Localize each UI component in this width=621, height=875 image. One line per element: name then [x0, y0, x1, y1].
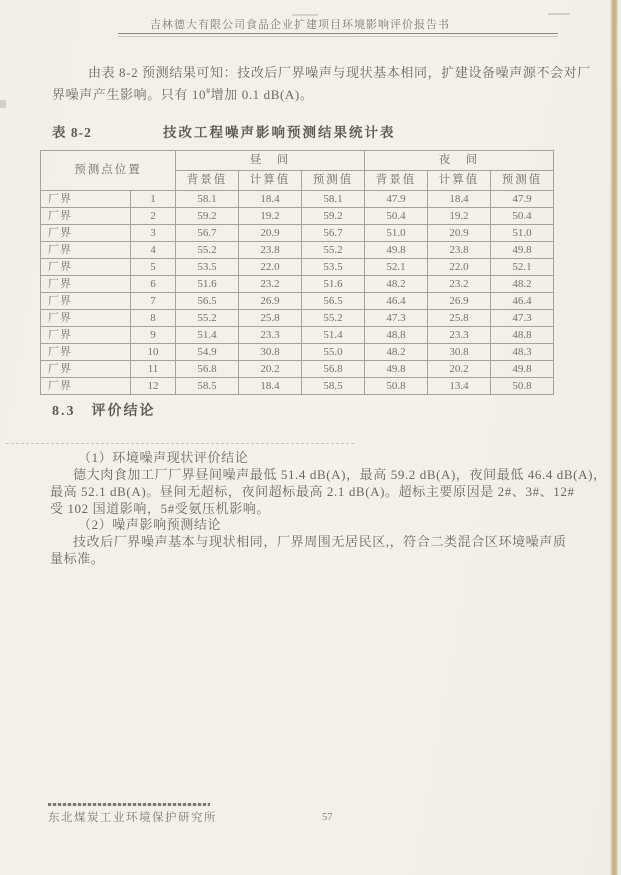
cell-night-calculated: 23.8: [428, 242, 491, 259]
table-row: [41, 327, 554, 344]
table-row: [41, 259, 554, 276]
cell-night-background: 50.8: [365, 378, 428, 395]
cell-point-number: 3: [131, 225, 176, 242]
cell-night-predicted: 47.9: [491, 191, 554, 208]
conclusion-2-line-2: 量标准。: [50, 551, 105, 566]
cell-night-background: 47.3: [365, 310, 428, 327]
header-night-calculated: 计算值: [428, 171, 491, 191]
page-edge-shadow: [610, 0, 618, 875]
cell-point-number: 10: [131, 344, 176, 361]
superscript-hash: #: [206, 86, 211, 96]
table-row: [41, 293, 554, 310]
noise-table-body: [41, 191, 554, 395]
cell-day-calculated: 26.9: [239, 293, 302, 310]
cell-location: 厂界: [41, 327, 131, 344]
intro-line-2: [52, 84, 313, 103]
header-day-predicted: 预测值: [302, 171, 365, 191]
cell-night-calculated: 26.9: [428, 293, 491, 310]
cell-day-predicted: 58.5: [302, 378, 365, 395]
cell-point-number: 9: [131, 327, 176, 344]
cell-day-background: 51.6: [176, 276, 239, 293]
header-rule: [118, 33, 558, 37]
cell-location: 厂界: [41, 276, 131, 293]
cell-day-predicted: 51.4: [302, 327, 365, 344]
intro-line-1: 由表 8-2 预测结果可知：技改后厂界噪声与现状基本相同，扩建设备噪声源不会对厂: [88, 65, 591, 80]
cell-day-background: 54.9: [176, 344, 239, 361]
cell-location: 厂界: [41, 191, 131, 208]
cell-day-predicted: 55.0: [302, 344, 365, 361]
cell-night-background: 49.8: [365, 361, 428, 378]
table-row: [41, 276, 554, 293]
cell-day-calculated: 19.2: [239, 208, 302, 225]
cell-day-calculated: 23.8: [239, 242, 302, 259]
cell-point-number: 6: [131, 276, 176, 293]
cell-day-background: 56.5: [176, 293, 239, 310]
cell-point-number: 11: [131, 361, 176, 378]
cell-day-calculated: 23.3: [239, 327, 302, 344]
cell-night-background: 48.2: [365, 344, 428, 361]
intro-line-2-pre: 界噪声产生影响。只有 10: [52, 87, 207, 102]
cell-point-number: 2: [131, 208, 176, 225]
cell-night-calculated: 23.3: [428, 327, 491, 344]
table-row: [41, 191, 554, 208]
cell-night-predicted: 47.3: [491, 310, 554, 327]
cell-night-background: 52.1: [365, 259, 428, 276]
cell-night-calculated: 13.4: [428, 378, 491, 395]
cell-night-calculated: 23.2: [428, 276, 491, 293]
table-row: [41, 378, 554, 395]
cell-day-background: 53.5: [176, 259, 239, 276]
cell-night-background: 47.9: [365, 191, 428, 208]
cell-night-predicted: 51.0: [491, 225, 554, 242]
cell-night-background: 46.4: [365, 293, 428, 310]
conclusion-2-line-1: 技改后厂界噪声基本与现状相同，厂界周围无居民区,，符合二类混合区环境噪声质: [73, 534, 567, 549]
noise-prediction-table: [40, 150, 554, 395]
cell-day-calculated: 20.9: [239, 225, 302, 242]
table-row: [41, 310, 554, 327]
cell-day-background: 55.2: [176, 242, 239, 259]
cell-day-predicted: 58.1: [302, 191, 365, 208]
cell-night-predicted: 50.8: [491, 378, 554, 395]
cell-day-calculated: 30.8: [239, 344, 302, 361]
cell-night-calculated: 20.2: [428, 361, 491, 378]
cell-night-background: 48.2: [365, 276, 428, 293]
conclusion-1-line-2: 最高 52.1 dB(A)。昼间无超标，夜间超标最高 2.1 dB(A)。超标主要原因是 2#、3#、12#: [50, 484, 575, 499]
footer-hatch-rule: [48, 803, 210, 806]
cell-point-number: 7: [131, 293, 176, 310]
intro-line-2-post: 增加 0.1 dB(A)。: [210, 87, 314, 102]
cell-day-calculated: 25.8: [239, 310, 302, 327]
cell-day-predicted: 55.2: [302, 310, 365, 327]
cell-day-background: 51.4: [176, 327, 239, 344]
table-label: 表 8-2: [52, 125, 92, 140]
cell-location: 厂界: [41, 208, 131, 225]
header-day-calculated: 计算值: [239, 171, 302, 191]
cell-night-predicted: 46.4: [491, 293, 554, 310]
cell-day-background: 58.5: [176, 378, 239, 395]
cell-day-predicted: 53.5: [302, 259, 365, 276]
cell-night-predicted: 48.2: [491, 276, 554, 293]
header-location: 预测点位置: [41, 151, 176, 191]
cell-point-number: 12: [131, 378, 176, 395]
cell-night-calculated: 18.4: [428, 191, 491, 208]
cell-night-predicted: 49.8: [491, 242, 554, 259]
conclusion-1-line-1: 德大肉食加工厂厂界昼间噪声最低 51.4 dB(A)，最高 59.2 dB(A)，夜间最低 46.4 dB(A)，: [73, 467, 607, 482]
table-title: 技改工程噪声影响预测结果统计表: [163, 125, 396, 140]
table-row: [41, 242, 554, 259]
header-daytime: 昼 间: [176, 151, 365, 171]
header-nighttime: 夜 间: [365, 151, 554, 171]
section-heading: 8.3 评价结论: [52, 404, 156, 419]
table-row: [41, 208, 554, 225]
cell-location: 厂界: [41, 378, 131, 395]
cell-day-calculated: 20.2: [239, 361, 302, 378]
cell-day-background: 55.2: [176, 310, 239, 327]
cell-location: 厂界: [41, 225, 131, 242]
cell-night-calculated: 30.8: [428, 344, 491, 361]
cell-location: 厂界: [41, 293, 131, 310]
cell-night-calculated: 19.2: [428, 208, 491, 225]
cell-day-predicted: 56.8: [302, 361, 365, 378]
cell-night-predicted: 49.8: [491, 361, 554, 378]
cell-day-background: 56.8: [176, 361, 239, 378]
cell-location: 厂界: [41, 242, 131, 259]
cell-day-predicted: 56.5: [302, 293, 365, 310]
cell-day-predicted: 55.2: [302, 242, 365, 259]
header-night-background: 背景值: [365, 171, 428, 191]
dashed-rule: [6, 443, 354, 444]
table-row: [41, 344, 554, 361]
conclusion-1-line-3: 受 102 国道影响，5#受氨压机影响。: [50, 501, 271, 516]
cell-day-background: 58.1: [176, 191, 239, 208]
cell-day-background: 56.7: [176, 225, 239, 242]
cell-night-calculated: 20.9: [428, 225, 491, 242]
cell-point-number: 1: [131, 191, 176, 208]
cell-location: 厂界: [41, 344, 131, 361]
cell-point-number: 8: [131, 310, 176, 327]
cell-night-predicted: 52.1: [491, 259, 554, 276]
cell-night-calculated: 25.8: [428, 310, 491, 327]
scan-artifact: [0, 100, 6, 108]
cell-point-number: 5: [131, 259, 176, 276]
cell-night-calculated: 22.0: [428, 259, 491, 276]
footer-organization: 东北煤炭工业环境保护研究所: [48, 812, 217, 824]
cell-day-predicted: 59.2: [302, 208, 365, 225]
cell-night-predicted: 50.4: [491, 208, 554, 225]
cell-day-predicted: 51.6: [302, 276, 365, 293]
cell-point-number: 4: [131, 242, 176, 259]
cell-day-calculated: 23.2: [239, 276, 302, 293]
table-row: [41, 225, 554, 242]
cell-night-predicted: 48.8: [491, 327, 554, 344]
conclusion-1-heading: （1）环境噪声现状评价结论: [78, 450, 249, 465]
cell-day-background: 59.2: [176, 208, 239, 225]
table-row: [41, 361, 554, 378]
cell-location: 厂界: [41, 310, 131, 327]
cell-location: 厂界: [41, 361, 131, 378]
page-number: 57: [322, 812, 333, 823]
scan-artifact: [548, 13, 570, 15]
cell-night-background: 48.8: [365, 327, 428, 344]
cell-day-calculated: 18.4: [239, 191, 302, 208]
cell-night-background: 49.8: [365, 242, 428, 259]
conclusion-2-heading: （2）噪声影响预测结论: [78, 517, 222, 532]
header-day-background: 背景值: [176, 171, 239, 191]
cell-night-predicted: 48.3: [491, 344, 554, 361]
header-night-predicted: 预测值: [491, 171, 554, 191]
cell-night-background: 51.0: [365, 225, 428, 242]
cell-location: 厂界: [41, 259, 131, 276]
cell-day-calculated: 22.0: [239, 259, 302, 276]
cell-day-calculated: 18.4: [239, 378, 302, 395]
report-header-title: 吉林德大有限公司食品企业扩建项目环境影响评价报告书: [150, 19, 450, 31]
cell-night-background: 50.4: [365, 208, 428, 225]
cell-day-predicted: 56.7: [302, 225, 365, 242]
